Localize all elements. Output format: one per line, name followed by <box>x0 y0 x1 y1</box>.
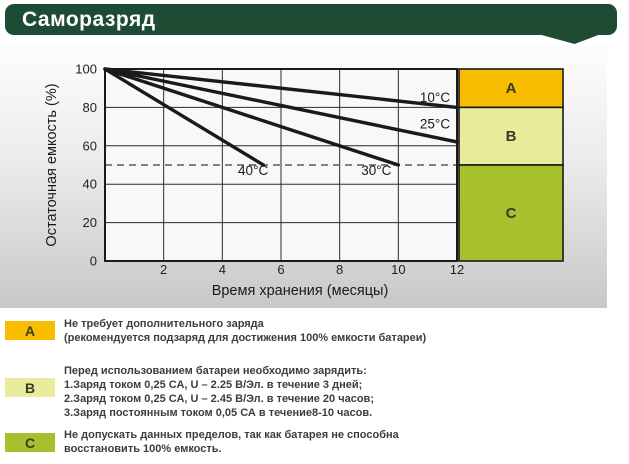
svg-text:40: 40 <box>82 176 97 192</box>
svg-text:A: A <box>505 80 517 98</box>
svg-text:100: 100 <box>75 61 97 77</box>
svg-text:0: 0 <box>89 253 97 269</box>
svg-text:C: C <box>505 205 517 222</box>
svg-text:40°C: 40°C <box>238 162 269 178</box>
svg-text:60: 60 <box>82 138 97 154</box>
svg-text:12: 12 <box>449 262 465 277</box>
legend-row-b <box>5 364 374 420</box>
legend-c-line-2: восстановить 100% емкость. <box>64 443 222 455</box>
chart-panel <box>0 45 607 308</box>
svg-text:6: 6 <box>277 262 285 277</box>
legend-b-line-3: 2.Заряд током 0,25 СА, U – 2.45 В/Эл. в течение 20 часов; <box>64 393 374 405</box>
svg-text:80: 80 <box>82 99 97 115</box>
svg-text:10°C: 10°C <box>419 89 451 105</box>
legend-b-line-4: 3.Заряд постоянным током 0,05 СА в течение8-10 часов. <box>64 407 373 419</box>
legend-swatch-b: B <box>5 378 55 397</box>
header-bubble-tail <box>538 34 601 44</box>
legend-text-c <box>64 428 399 456</box>
legend-text-a <box>64 317 426 345</box>
legend-row-a <box>5 317 426 345</box>
svg-text:Время хранения (месяцы): Время хранения (месяцы) <box>211 283 389 299</box>
legend-a-line-2: (рекомендуется подзаряд для достижения 100% емкости батареи) <box>64 332 427 344</box>
page-title: Саморазряд <box>22 7 156 31</box>
legend-swatch-c: C <box>5 433 55 452</box>
svg-text:4: 4 <box>218 262 226 277</box>
svg-text:Остаточная емкость (%): Остаточная емкость (%) <box>44 83 60 247</box>
svg-text:8: 8 <box>336 262 344 277</box>
legend-swatch-a: A <box>5 321 55 340</box>
legend-text-b <box>64 364 374 420</box>
self-discharge-chart <box>0 45 607 308</box>
svg-text:30°C: 30°C <box>361 162 392 178</box>
svg-text:B: B <box>505 128 517 146</box>
legend-a-line-1: Не требует дополнительного заряда <box>64 318 264 330</box>
legend-row-c <box>5 428 399 456</box>
legend-b-line-2: 1.Заряд током 0,25 СА, U – 2.25 В/Эл. в течение 3 дней; <box>64 379 363 391</box>
svg-text:10: 10 <box>391 262 406 277</box>
legend-c-line-1: Не допускать данных пределов, так как батарея не способна <box>64 429 399 441</box>
legend-b-line-1: Перед использованием батареи необходимо зарядить: <box>64 365 367 377</box>
header-banner <box>5 4 617 35</box>
svg-text:2: 2 <box>160 262 168 277</box>
svg-text:20: 20 <box>82 215 97 231</box>
svg-text:25°C: 25°C <box>419 116 451 132</box>
